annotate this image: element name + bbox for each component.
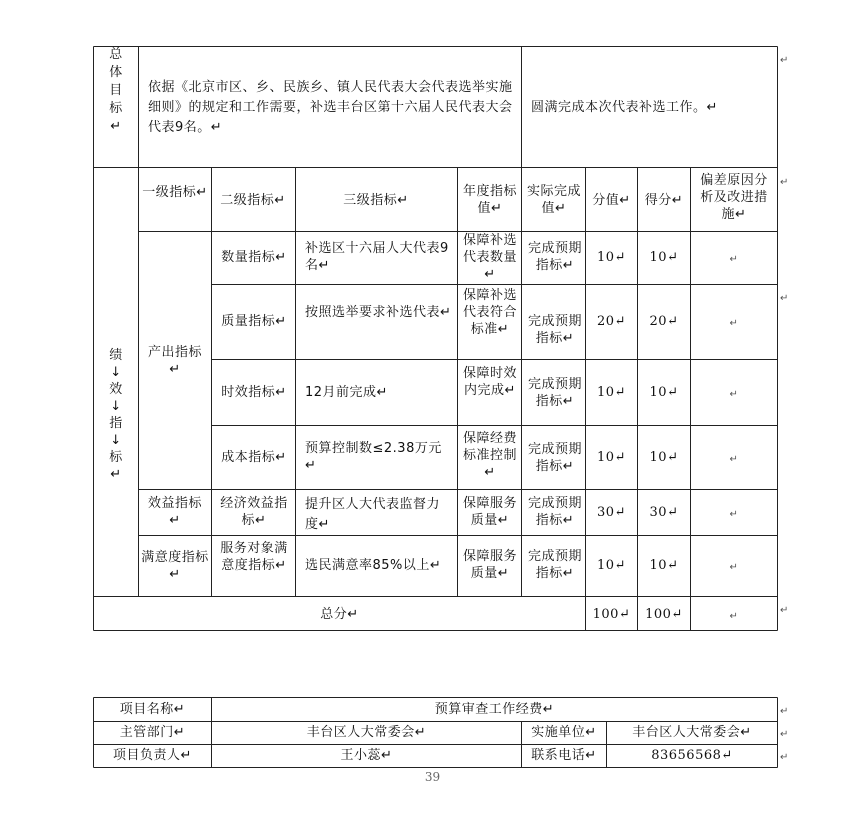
- header-reason: 偏差原因分析及改进措施↵: [700, 173, 768, 222]
- row-actual: 完成预期指标↵: [527, 549, 582, 581]
- group-satisfaction: 满意度指标↵: [141, 550, 209, 582]
- row-end-mark: ↵: [780, 706, 789, 717]
- phone-label: 联系电话↵: [531, 748, 597, 763]
- row-level2: 经济效益指标↵: [220, 496, 288, 528]
- row-score: 30↵: [597, 505, 626, 520]
- row-level2: 数量指标↵: [221, 250, 287, 265]
- row-reason: ↵: [729, 318, 739, 329]
- impl-label: 实施单位↵: [531, 725, 597, 740]
- total-reason: ↵: [729, 611, 739, 622]
- row-score: 10↵: [597, 558, 626, 573]
- header-actual: 实际完成值↵: [526, 184, 581, 216]
- owner-value: 王小蕊↵: [340, 748, 393, 763]
- header-score: 分值↵: [592, 193, 631, 208]
- row-level3: 按照选举要求补选代表↵: [305, 305, 452, 320]
- header-level1: 一级指标↵: [142, 185, 208, 200]
- phone-value: 83656568↵: [651, 748, 733, 763]
- row-level2: 时效指标↵: [221, 385, 287, 400]
- row-end-mark: ↵: [780, 55, 789, 66]
- row-level3: 选民满意率85%以上↵: [305, 558, 442, 573]
- row-end-mark: ↵: [780, 729, 789, 740]
- row-score: 10↵: [597, 250, 626, 265]
- header-level3: 三级指标↵: [343, 193, 409, 208]
- row-level3: 预算控制数≤2.38万元↵: [305, 441, 442, 473]
- goal-heading: 总体目标↵: [109, 47, 123, 134]
- row-reason: ↵: [729, 254, 739, 265]
- goal-expected: 圆满完成本次代表补选工作。↵: [531, 100, 718, 115]
- owner-label: 项目负责人↵: [113, 748, 192, 763]
- row-level3: 12月前完成↵: [305, 385, 388, 400]
- header-level2: 二级指标↵: [220, 193, 286, 208]
- row-reason: ↵: [729, 389, 739, 400]
- row-annual: 保障经费标准控制↵: [462, 431, 517, 480]
- dept-value: 丰台区人大常委会↵: [306, 725, 427, 740]
- row-annual: 保障补选代表数量↵: [462, 233, 517, 282]
- row-annual: 保障服务质量↵: [462, 496, 517, 528]
- perf-heading: 绩↓效↓指↓标↵: [109, 348, 123, 482]
- group-output: 产出指标↵: [147, 345, 202, 377]
- row-actual: 完成预期指标↵: [527, 314, 582, 346]
- header-annual: 年度指标值↵: [462, 184, 517, 216]
- row-end-mark: ↵: [780, 177, 789, 188]
- row-got: 10↵: [649, 385, 679, 400]
- total-label: 总分↵: [320, 607, 359, 622]
- row-reason: ↵: [729, 509, 739, 520]
- page-number: 39: [424, 770, 441, 784]
- row-score: 10↵: [597, 385, 626, 400]
- project-name-value: 预算审查工作经费↵: [434, 702, 555, 717]
- row-got: 10↵: [649, 450, 679, 465]
- row-actual: 完成预期指标↵: [527, 377, 582, 409]
- row-level3: 补选区十六届人大代表9名↵: [305, 241, 449, 273]
- row-got: 30↵: [649, 505, 679, 520]
- dept-label: 主管部门↵: [119, 725, 186, 740]
- total-got: 100↵: [645, 607, 683, 622]
- row-actual: 完成预期指标↵: [527, 496, 582, 528]
- row-level3: 提升区人大代表监督力度↵: [305, 497, 441, 532]
- row-actual: 完成预期指标↵: [527, 442, 582, 474]
- row-got: 20↵: [649, 314, 679, 329]
- row-level2: 质量指标↵: [221, 314, 287, 329]
- row-level2: 服务对象满意度指标↵: [220, 541, 288, 573]
- goal-description: 依据《北京市区、乡、民族乡、镇人民代表大会代表选举实施细则》的规定和工作需要，补选丰台区第十六届人民代表大会代表9名。↵: [148, 80, 513, 135]
- row-end-mark: ↵: [780, 752, 789, 763]
- total-score: 100↵: [592, 607, 631, 622]
- group-benefit: 效益指标↵: [147, 496, 202, 528]
- row-score: 20↵: [597, 314, 626, 329]
- row-reason: ↵: [729, 562, 739, 573]
- header-got: 得分↵: [644, 193, 684, 208]
- row-annual: 保障补选代表符合标准↵: [462, 288, 517, 337]
- row-end-mark: ↵: [780, 605, 789, 616]
- row-got: 10↵: [649, 558, 679, 573]
- row-score: 10↵: [597, 450, 626, 465]
- row-reason: ↵: [729, 454, 739, 465]
- row-level2: 成本指标↵: [221, 450, 287, 465]
- row-annual: 保障时效内完成↵: [462, 366, 517, 398]
- impl-value: 丰台区人大常委会↵: [632, 725, 752, 740]
- row-got: 10↵: [649, 250, 679, 265]
- row-actual: 完成预期指标↵: [527, 241, 582, 273]
- project-name-label: 项目名称↵: [119, 702, 186, 717]
- row-annual: 保障服务质量↵: [462, 549, 517, 581]
- row-end-mark: ↵: [780, 293, 789, 304]
